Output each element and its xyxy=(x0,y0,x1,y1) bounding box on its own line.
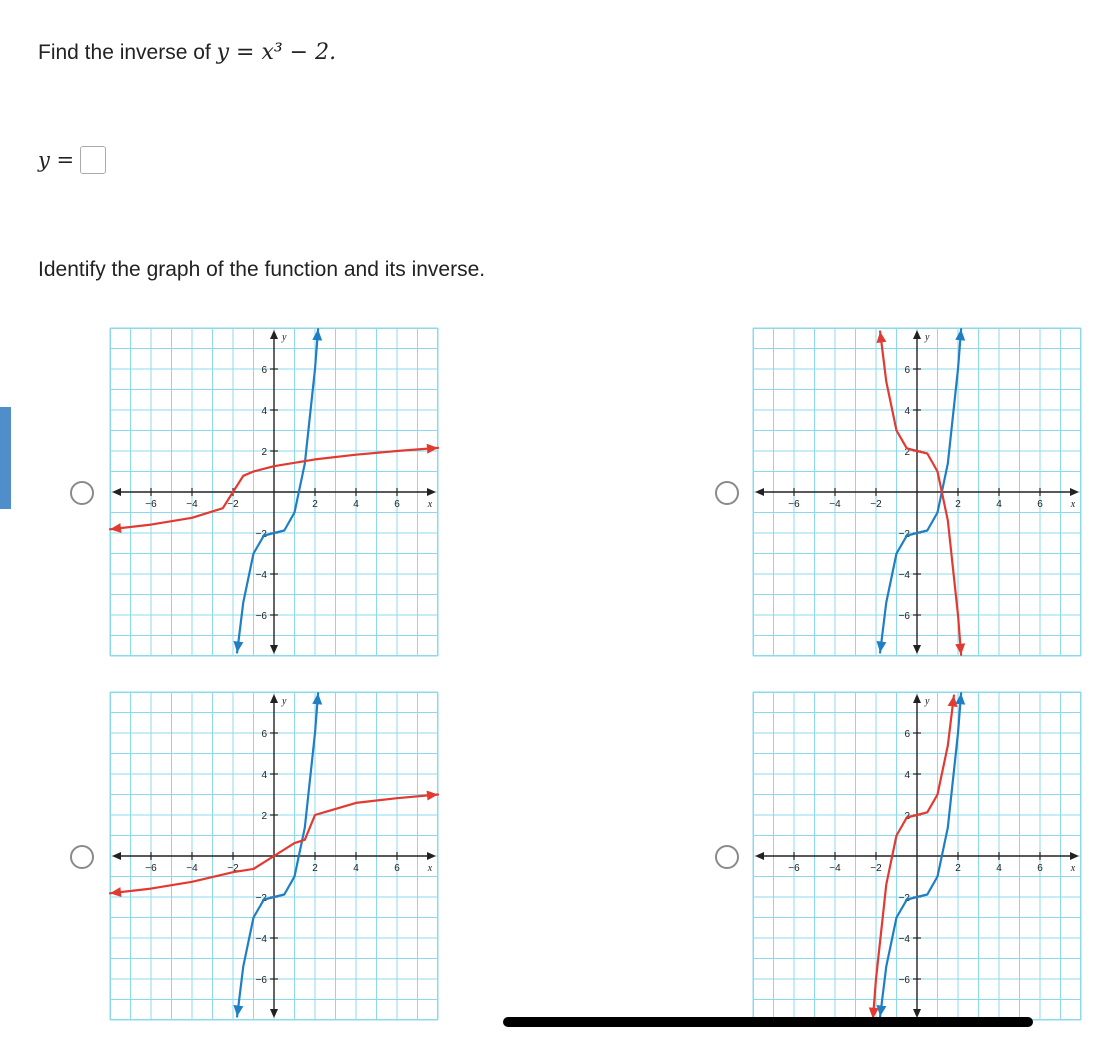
answer-label: y = xyxy=(38,148,75,172)
y-axis-label: y xyxy=(282,332,287,343)
question-equation: y = x³ − 2. xyxy=(216,40,337,65)
y-tick-label: 2 xyxy=(261,447,267,458)
x-tick-label: 6 xyxy=(1037,863,1043,874)
graph-svg xyxy=(753,692,1081,1020)
x-tick-label: −6 xyxy=(788,499,800,510)
x-tick-label: 6 xyxy=(394,499,400,510)
answer-input[interactable] xyxy=(80,146,106,174)
x-tick-label: 4 xyxy=(353,863,359,874)
graph-option-1[interactable] xyxy=(110,328,438,656)
y-tick-label: 2 xyxy=(261,811,267,822)
y-tick-label: −2 xyxy=(898,893,910,904)
x-axis-label: x xyxy=(1070,499,1076,510)
y-tick-label: 4 xyxy=(261,770,267,781)
graph-option-4[interactable] xyxy=(753,692,1081,1020)
y-tick-label: −2 xyxy=(255,893,267,904)
y-tick-label: 4 xyxy=(904,406,910,417)
x-tick-label: −4 xyxy=(829,863,841,874)
y-tick-label: −6 xyxy=(898,611,910,622)
y-axis-label: y xyxy=(282,696,287,707)
x-tick-label: −2 xyxy=(870,863,882,874)
x-tick-label: −4 xyxy=(829,499,841,510)
y-tick-label: 6 xyxy=(261,729,267,740)
y-tick-label: 6 xyxy=(904,365,910,376)
x-tick-label: 6 xyxy=(1037,499,1043,510)
x-tick-label: 2 xyxy=(312,863,318,874)
x-tick-label: 2 xyxy=(955,499,961,510)
y-tick-label: −2 xyxy=(255,529,267,540)
radio-option-3[interactable] xyxy=(70,845,94,869)
y-tick-label: 6 xyxy=(261,365,267,376)
y-tick-label: 4 xyxy=(261,406,267,417)
y-tick-label: 2 xyxy=(904,811,910,822)
x-tick-label: −2 xyxy=(870,499,882,510)
question-prefix: Find the inverse of xyxy=(38,41,217,64)
x-tick-label: −6 xyxy=(145,863,157,874)
x-tick-label: 4 xyxy=(996,499,1002,510)
y-axis-label: y xyxy=(925,696,930,707)
graph-svg xyxy=(110,692,438,1020)
graph-option-3[interactable] xyxy=(110,692,438,1020)
side-marker xyxy=(0,407,11,509)
y-tick-label: −4 xyxy=(255,570,267,581)
x-axis-label: x xyxy=(427,863,433,874)
y-axis-label: y xyxy=(925,332,930,343)
y-tick-label: 6 xyxy=(904,729,910,740)
y-tick-label: −4 xyxy=(255,934,267,945)
x-tick-label: −2 xyxy=(227,863,239,874)
home-indicator xyxy=(503,1017,1033,1027)
y-tick-label: −4 xyxy=(898,934,910,945)
x-tick-label: −6 xyxy=(145,499,157,510)
radio-option-1[interactable] xyxy=(70,481,94,505)
y-tick-label: −4 xyxy=(898,570,910,581)
x-tick-label: −2 xyxy=(227,499,239,510)
x-tick-label: −6 xyxy=(788,863,800,874)
x-tick-label: 2 xyxy=(312,499,318,510)
y-tick-label: 4 xyxy=(904,770,910,781)
question-text xyxy=(38,40,336,65)
prompt-text: Identify the graph of the function and its inverse. xyxy=(38,258,486,281)
y-tick-label: −6 xyxy=(255,611,267,622)
radio-option-2[interactable] xyxy=(715,481,739,505)
graph-svg xyxy=(110,328,438,656)
x-tick-label: 4 xyxy=(353,499,359,510)
x-tick-label: 6 xyxy=(394,863,400,874)
x-tick-label: 4 xyxy=(996,863,1002,874)
y-tick-label: 2 xyxy=(904,447,910,458)
x-axis-label: x xyxy=(1070,863,1076,874)
x-axis-label: x xyxy=(427,499,433,510)
radio-option-4[interactable] xyxy=(715,845,739,869)
y-tick-label: −6 xyxy=(255,975,267,986)
x-tick-label: −4 xyxy=(186,863,198,874)
x-tick-label: −4 xyxy=(186,499,198,510)
graph-option-2[interactable] xyxy=(753,328,1081,656)
answer-row xyxy=(38,146,106,174)
x-tick-label: 2 xyxy=(955,863,961,874)
y-tick-label: −2 xyxy=(898,529,910,540)
y-tick-label: −6 xyxy=(898,975,910,986)
graph-svg xyxy=(753,328,1081,656)
